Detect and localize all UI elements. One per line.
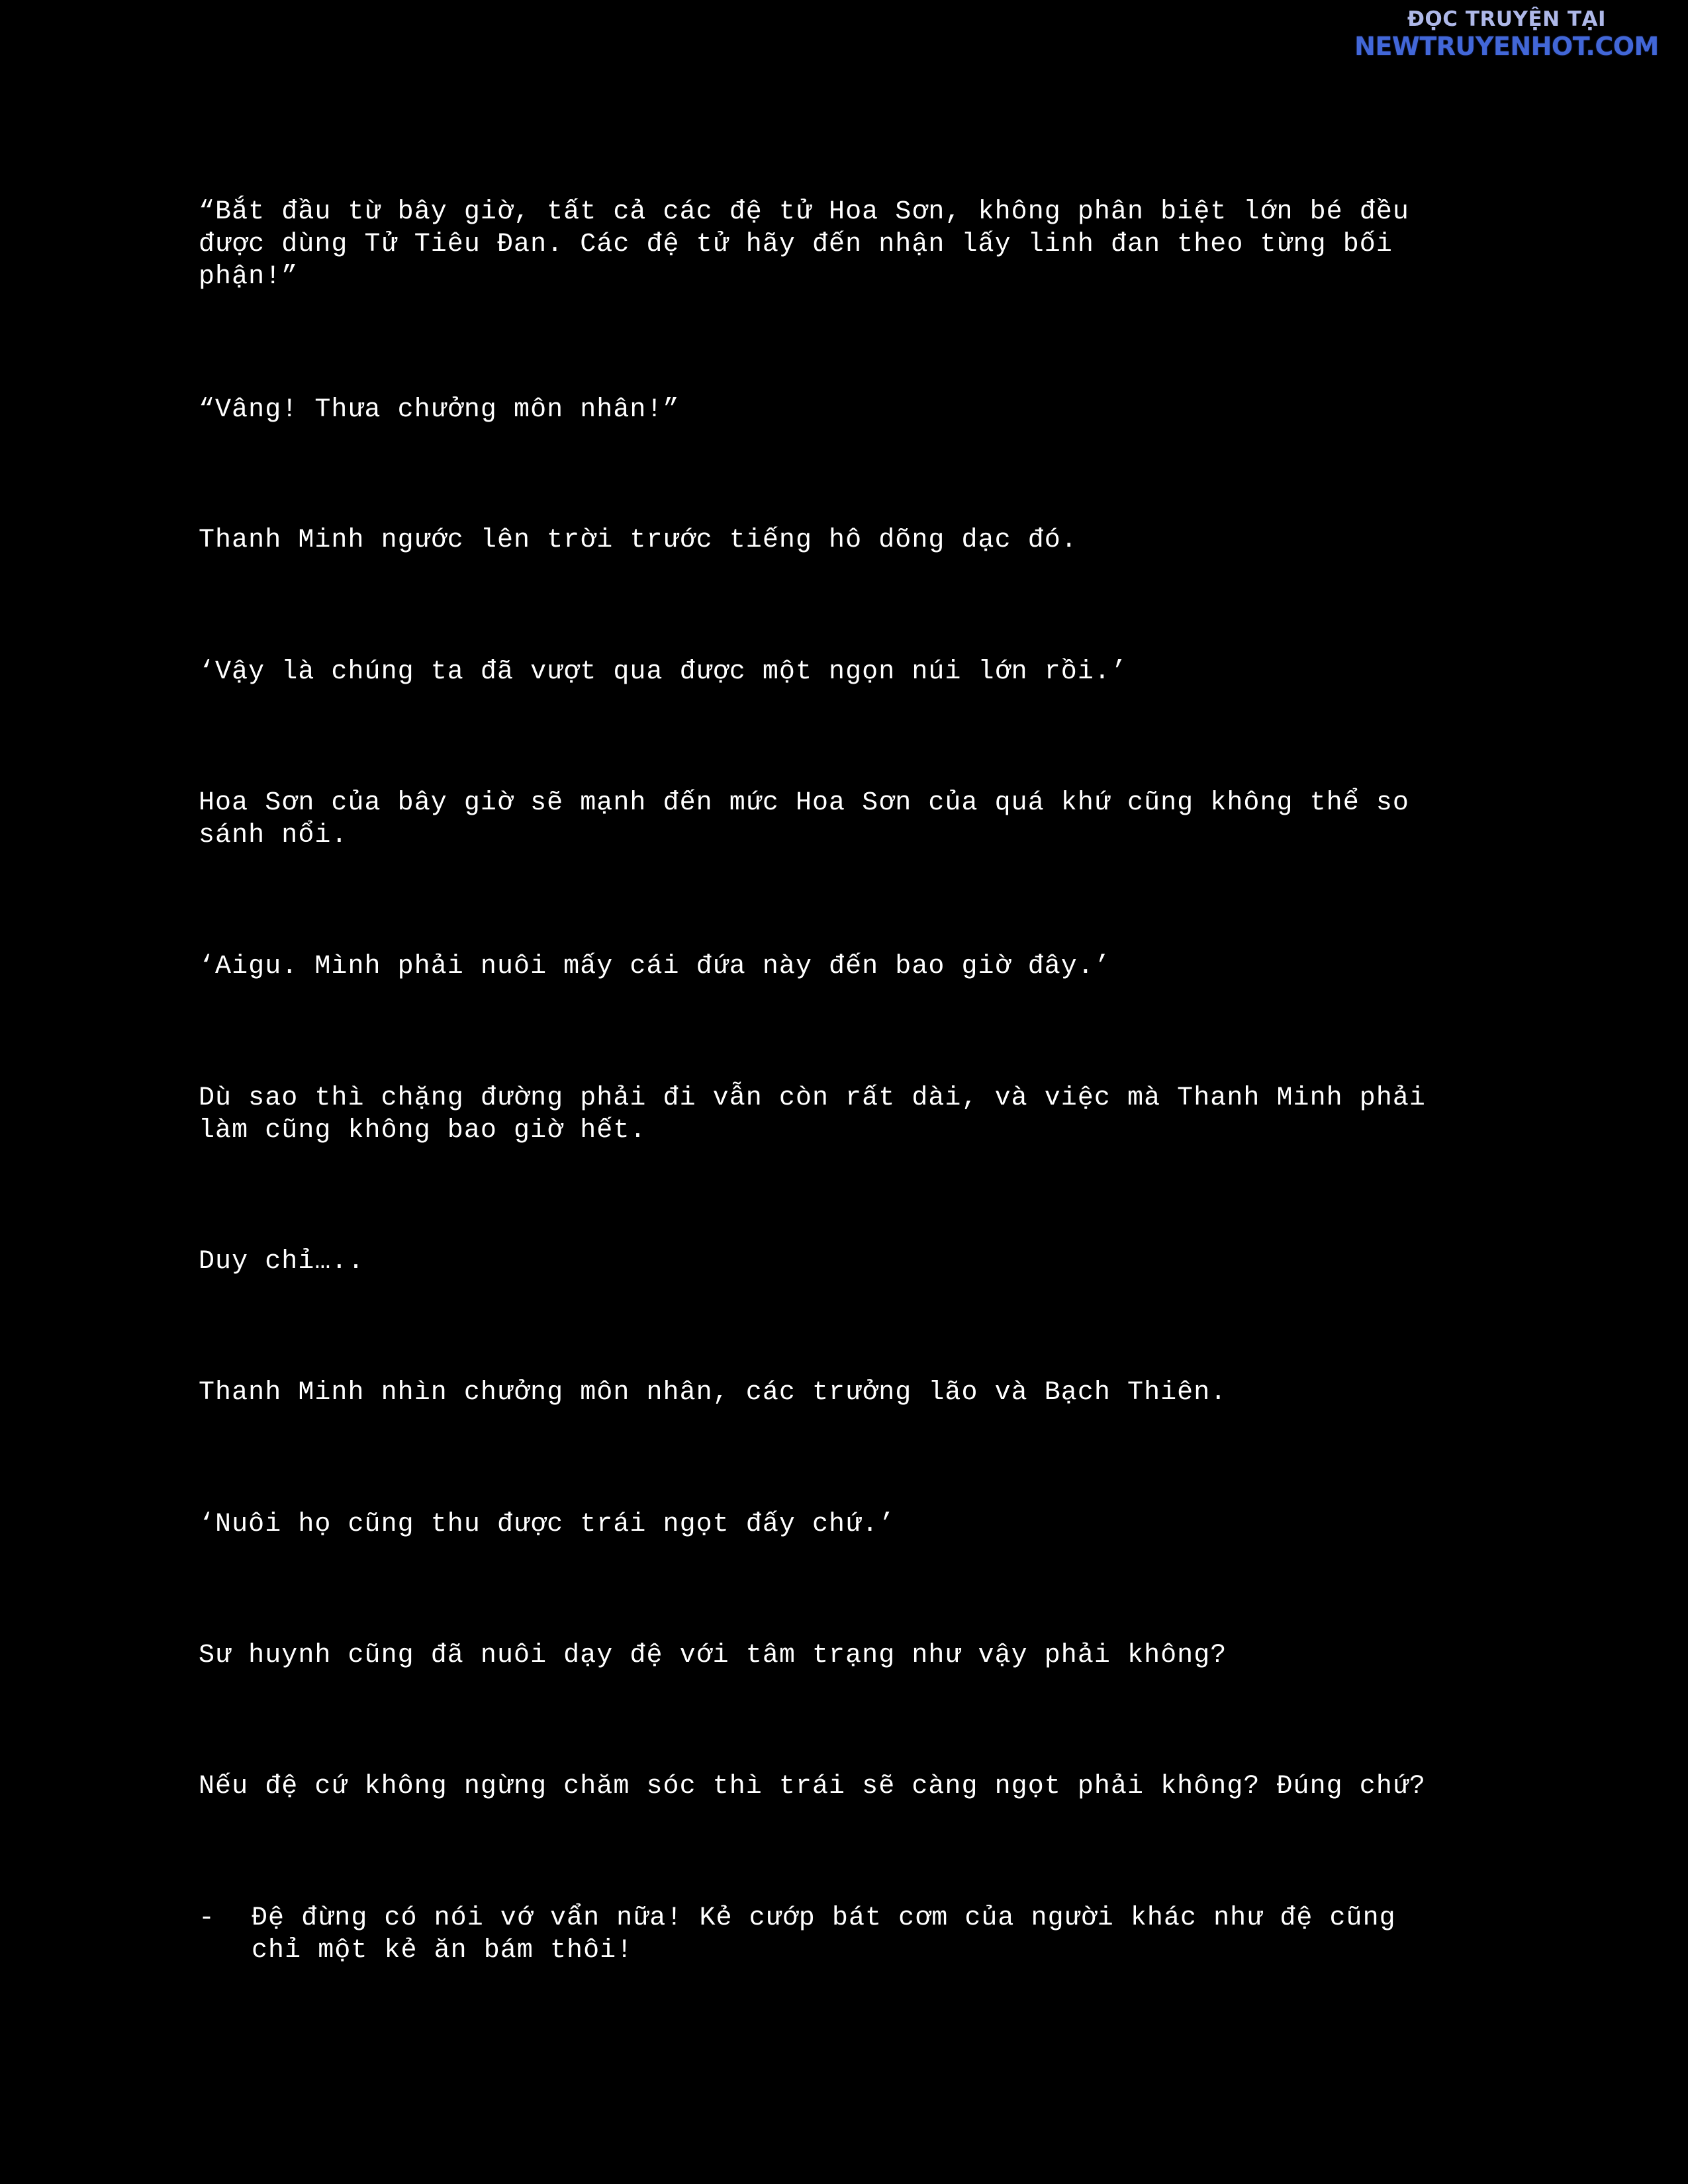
watermark-line-2: NEWTRUYENHOT.COM xyxy=(1354,32,1659,61)
paragraph: Thanh Minh ngước lên trời trước tiếng hô dõng dạc đó. xyxy=(199,525,1078,555)
paragraph: Nếu đệ cứ không ngừng chăm sóc thì trái sẽ càng ngọt phải không? Đúng chứ? xyxy=(199,1772,1426,1801)
paragraph: Sư huynh cũng đã nuôi dạy đệ với tâm trạng như vậy phải không? xyxy=(199,1641,1227,1670)
paragraph: ‘Nuôi họ cũng thu được trái ngọt đấy chứ.’ xyxy=(199,1510,896,1539)
paragraph: Thanh Minh nhìn chưởng môn nhân, các trưởng lão và Bạch Thiên. xyxy=(199,1378,1227,1408)
paragraph: “Bắt đầu từ bây giờ, tất cả các đệ tử Hoa Sơn, không phân biệt lớn bé đều được dùng Tử Tiêu Đan. Các đệ tử hãy đến nhận lấy linh đan theo từng bối phận!” xyxy=(199,197,1409,292)
site-watermark xyxy=(1348,9,1665,59)
paragraph: ‘Aigu. Mình phải nuôi mấy cái đứa này đến bao giờ đây.’ xyxy=(199,952,1111,981)
paragraph: Hoa Sơn của bây giờ sẽ mạnh đến mức Hoa Sơn của quá khứ cũng không thể so sánh nổi. xyxy=(199,788,1409,850)
paragraph: Dù sao thì chặng đường phải đi vẫn còn rất dài, và việc mà Thanh Minh phải làm cũng không bao giờ hết. xyxy=(199,1083,1426,1146)
paragraph: Duy chỉ….. xyxy=(199,1247,365,1277)
paragraph: “Vâng! Thưa chưởng môn nhân!” xyxy=(199,395,680,425)
dialogue-list-item xyxy=(199,1902,1523,1967)
watermark-line-1: ĐỌC TRUYỆN TẠI xyxy=(1407,7,1607,31)
dash-marker: - xyxy=(199,1903,216,1933)
dialogue-text: Đệ đừng có nói vớ vẩn nữa! Kẻ cướp bát cơm của người khác như đệ cũng chỉ một kẻ ăn bám thôi! xyxy=(252,1903,1396,1966)
paragraph: ‘Vậy là chúng ta đã vượt qua được một ngọn núi lớn rồi.’ xyxy=(199,657,1128,687)
